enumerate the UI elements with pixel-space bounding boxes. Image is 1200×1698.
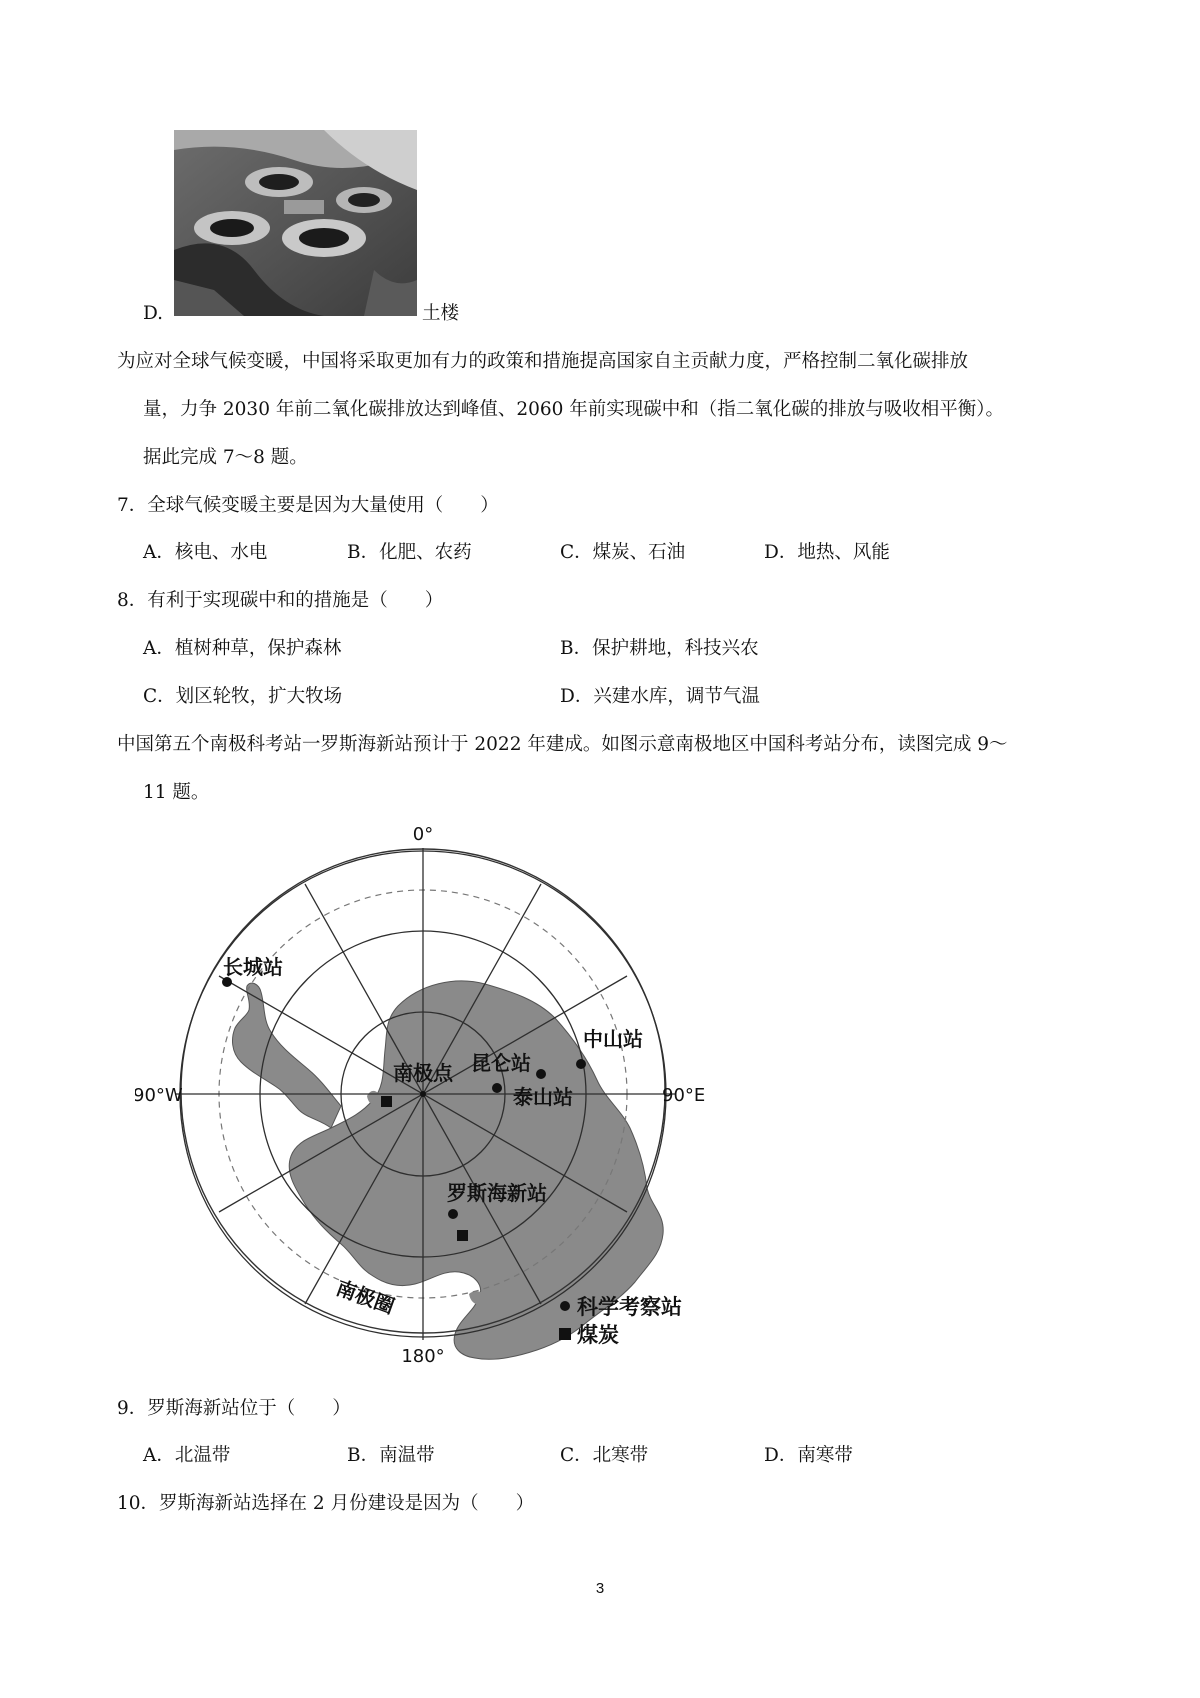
station-taishan-label: 泰山站: [513, 1085, 573, 1109]
q7-stem: 7．全球气候变暖主要是因为大量使用（ ）: [117, 495, 499, 516]
station-rosssea-dot: [448, 1209, 458, 1219]
q6-option-d-caption: 土楼: [422, 303, 460, 324]
legend-coal-square: [559, 1328, 571, 1340]
legend-coal-label: 煤炭: [577, 1323, 619, 1347]
q7-option-d: D．地热、风能: [764, 542, 890, 563]
tulou-photo: [174, 130, 417, 316]
coal-marker-1: [381, 1096, 392, 1107]
page-number: 3: [595, 1580, 605, 1597]
south-pole-label: 南极点: [393, 1061, 453, 1085]
south-pole-dot: [420, 1091, 426, 1097]
meridian-label-90w: 90°W: [135, 1085, 183, 1106]
intro-antarctic-line1: 中国第五个南极科考站一罗斯海新站预计于 2022 年建成。如图示意南极地区中国科考站分布，读图完成 9～: [117, 734, 1008, 755]
intro-carbon-line3: 据此完成 7～8 题。: [143, 447, 308, 468]
q9-stem: 9．罗斯海新站位于（ ）: [117, 1398, 351, 1419]
intro-antarctic-line2: 11 题。: [143, 782, 210, 803]
coal-marker-2: [457, 1230, 468, 1241]
q8-option-a: A．植树种草，保护森林: [143, 638, 342, 659]
q7-option-c: C．煤炭、石油: [560, 542, 686, 563]
q9-option-c: C．北寒带: [560, 1445, 649, 1466]
q7-option-b: B．化肥、农药: [347, 542, 472, 563]
station-taishan-dot: [536, 1069, 546, 1079]
intro-carbon-line2: 量，力争 2030 年前二氧化碳排放达到峰值、2060 年前实现碳中和（指二氧化碳的排放与吸收相平衡）。: [143, 399, 1005, 420]
intro-carbon-line1: 为应对全球气候变暖，中国将采取更加有力的政策和措施提高国家自主贡献力度，严格控制二氧化碳排放: [117, 351, 969, 372]
q8-option-c: C．划区轮牧，扩大牧场: [143, 686, 343, 707]
q9-option-b: B．南温带: [347, 1445, 435, 1466]
meridian-label-0: 0°: [412, 824, 434, 845]
q9-option-d: D．南寒带: [764, 1445, 853, 1466]
q7-option-a: A．核电、水电: [143, 542, 268, 563]
antarctic-map: [135, 818, 775, 1398]
q8-stem: 8．有利于实现碳中和的措施是（ ）: [117, 590, 444, 611]
legend-station-label: 科学考察站: [577, 1295, 682, 1319]
station-kunlun-label: 昆仑站: [471, 1051, 531, 1075]
station-kunlun-dot: [492, 1083, 502, 1093]
q9-option-a: A．北温带: [143, 1445, 231, 1466]
antarctic-circle-label: 南极圈: [333, 1275, 398, 1319]
q8-option-b: B．保护耕地，科技兴农: [560, 638, 759, 659]
station-zhongshan-dot: [576, 1059, 586, 1069]
meridian-label-180: 180°: [401, 1346, 445, 1367]
q6-option-d-letter: D.: [143, 303, 164, 324]
station-changcheng-label: 长城站: [223, 955, 283, 979]
meridian-label-90e: 90°E: [662, 1085, 706, 1106]
legend-station-dot: [560, 1301, 570, 1311]
station-rosssea-label: 罗斯海新站: [447, 1181, 547, 1205]
station-zhongshan-label: 中山站: [583, 1027, 643, 1051]
q8-option-d: D．兴建水库，调节气温: [560, 686, 760, 707]
q10-stem: 10．罗斯海新站选择在 2 月份建设是因为（ ）: [117, 1493, 535, 1514]
